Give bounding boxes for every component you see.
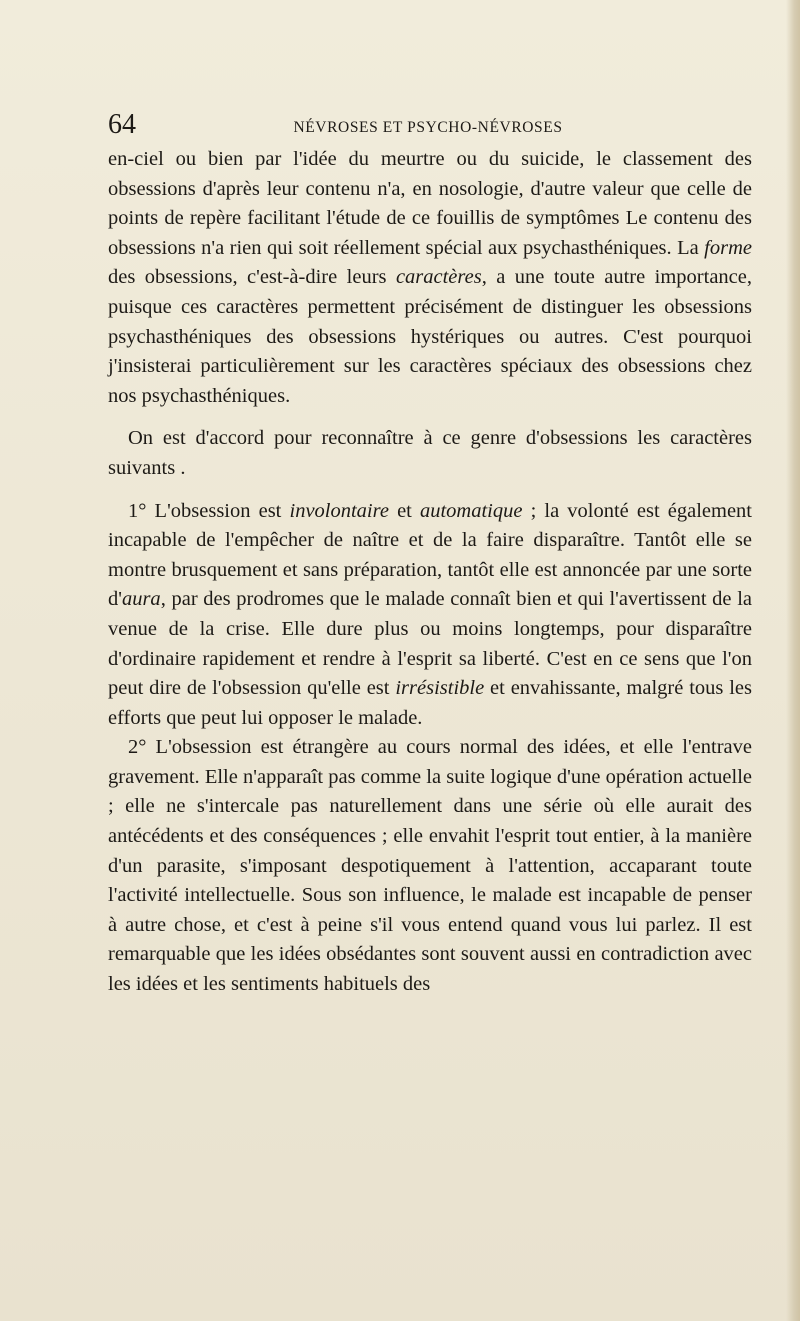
- text-segment-italic: irrésistible: [395, 677, 485, 700]
- running-title: NÉVROSES ET PSYCHO-NÉVROSES: [293, 119, 563, 136]
- text-segment: ; la volonté est également incapable de l'empêcher de naître et de la faire disparaître. Tantôt elle se montre brusquement et sans préparation, tantôt elle est annoncée par une sorte d': [108, 499, 752, 611]
- page-number: 64: [108, 109, 136, 140]
- text-segment-italic: involontaire: [289, 499, 389, 522]
- text-segment: en-ciel ou bien par l'idée du meurtre ou du suicide, le classement des obsessions d'après leur contenu n'a, en nosologie, d'autre valeur que celle de points de repère facilitant l'étude de ce fouillis de symptômes Le contenu des obsessions n'a rien qui soit réellement spécial aux psychasthéniques. La: [108, 148, 752, 259]
- paragraph-3: [108, 497, 752, 734]
- text-segment: On est d'accord pour reconnaître à ce genre d'obsessions les caractères suivants .: [108, 427, 752, 479]
- text-segment: et: [388, 499, 420, 522]
- page-header: [108, 110, 728, 146]
- paragraph-2: [108, 424, 752, 483]
- text-segment: et envahissante, malgré tous les efforts que peut lui opposer le malade.: [108, 677, 753, 729]
- text-segment: 2° L'obsession est étrangère au cours normal des idées, et elle l'entrave gravement. Elle n'apparaît pas comme la suite logique d'une opération actuelle ; elle ne s'intercale pas naturellement dans une série où elle aurait des antécédents et des conséquences ; elle envahit l'esprit tout entier, à la manière d'un parasite, s'imposant despotiquement à l'attention, accaparant toute l'activité intellectuelle. Sous son influence, le malade est incapable de penser à autre chose, et c'est à peine s'il vous entend quand vous lui parlez. Il est remarquable que les idées obsédantes sont souvent aussi en contradiction avec les idées et les sentiments habituels des: [108, 736, 752, 996]
- paragraph-1: [108, 145, 752, 411]
- paragraph-4: [108, 733, 752, 999]
- text-segment-italic: automatique: [419, 499, 523, 522]
- text-segment: 1° L'obsession est: [128, 499, 290, 522]
- body-text: [108, 145, 752, 1000]
- text-segment-italic: aura: [121, 588, 161, 611]
- text-segment-italic: caractères: [395, 266, 482, 289]
- text-segment: des obsessions, c'est-à-dire leurs: [108, 266, 396, 289]
- text-segment-italic: forme: [704, 236, 752, 259]
- text-segment: , a une toute autre importance, puisque ces caractères permettent précisément de distinguer les obsessions psychasthéniques des obsessions hystériques ou autres. C'est pourquoi j'insisterai particulièrement sur les caractères spéciaux des obsessions chez nos psychasthéniques.: [108, 266, 752, 407]
- text-segment: , par des prodromes que le malade connaît bien et qui l'avertissent de la venue de la crise. Elle dure plus ou moins longtemps, pour disparaître d'ordinaire rapidement et rendre à l'esprit sa liberté. C'est en ce sens que l'on peut dire de l'obsession qu'elle est: [108, 588, 752, 700]
- page-edge-shadow: [786, 0, 800, 1321]
